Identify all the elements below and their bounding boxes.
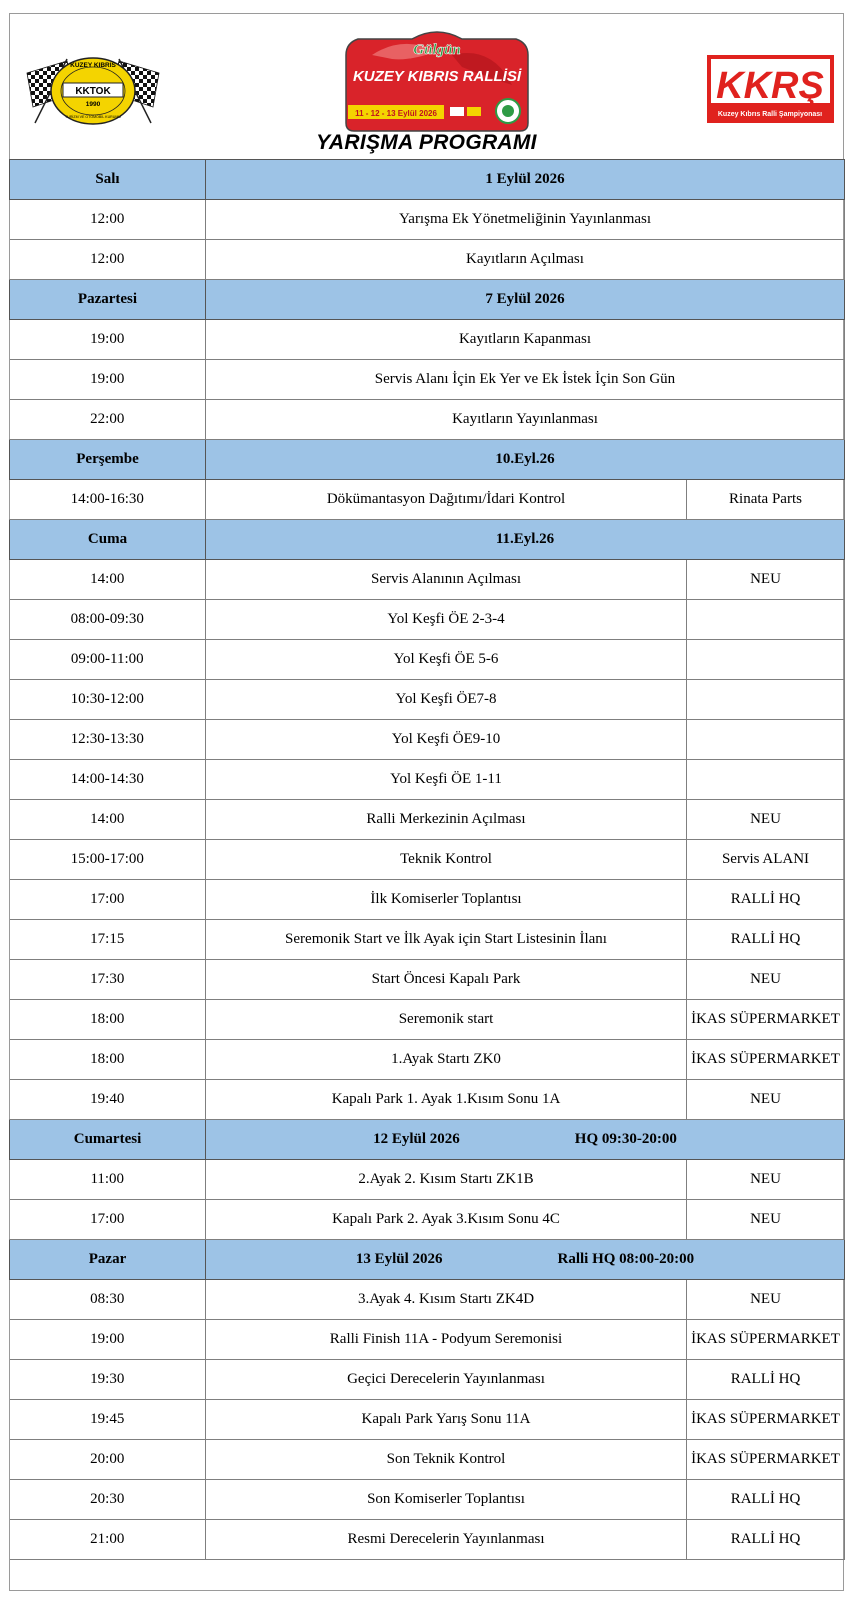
event-time: 21:00 <box>10 1520 206 1560</box>
program-table <box>9 159 845 1560</box>
event-time: 11:00 <box>10 1160 206 1200</box>
event-time: 08:00-09:30 <box>10 600 206 640</box>
day-name: Cumartesi <box>10 1120 206 1160</box>
schedule-row <box>10 1080 845 1120</box>
event-time: 19:30 <box>10 1360 206 1400</box>
event-time: 20:00 <box>10 1440 206 1480</box>
rally-name-text: KUZEY KIBRIS RALLİSİ <box>352 68 522 85</box>
event-name: Servis Alanının Açılması <box>206 560 687 600</box>
schedule-row <box>10 720 845 760</box>
day-date-text: 13 Eylül 2026 <box>355 1251 443 1267</box>
event-name: Dökümantasyon Dağıtımı/İdari Kontrol <box>206 480 687 520</box>
event-time: 19:40 <box>10 1080 206 1120</box>
event-time: 19:00 <box>10 1320 206 1360</box>
day-date: 1 Eylül 2026 <box>206 160 845 200</box>
event-time: 14:00-14:30 <box>10 760 206 800</box>
event-time: 15:00-17:00 <box>10 840 206 880</box>
day-date <box>206 1120 845 1160</box>
event-time: 10:30-12:00 <box>10 680 206 720</box>
schedule-row <box>10 840 845 880</box>
kkrs-sub-text: Kuzey Kıbrıs Ralli Şampiyonası <box>717 111 823 118</box>
event-name: 2.Ayak 2. Kısım Startı ZK1B <box>206 1160 687 1200</box>
kktok-bottom-text: TURİZM VE OTOMOBİL KURUMU <box>65 115 121 119</box>
schedule-row <box>10 1520 845 1560</box>
event-place: RALLİ HQ <box>687 880 845 920</box>
schedule-row <box>10 480 845 520</box>
event-time: 14:00-16:30 <box>10 480 206 520</box>
event-name: Yol Keşfi ÖE7-8 <box>206 680 687 720</box>
event-name: Kapalı Park Yarış Sonu 11A <box>206 1400 687 1440</box>
day-date: 7 Eylül 2026 <box>206 280 845 320</box>
event-place <box>687 680 845 720</box>
event-place: RALLİ HQ <box>687 920 845 960</box>
event-place: İKAS SÜPERMARKET <box>687 1440 845 1480</box>
schedule-row <box>10 1360 845 1400</box>
event-place: NEU <box>687 560 845 600</box>
schedule-row <box>10 240 845 280</box>
schedule-row <box>10 1280 845 1320</box>
event-time: 18:00 <box>10 1040 206 1080</box>
event-place: RALLİ HQ <box>687 1360 845 1400</box>
schedule-row <box>10 1160 845 1200</box>
schedule-row <box>10 960 845 1000</box>
event-place: RALLİ HQ <box>687 1480 845 1520</box>
day-date: 10.Eyl.26 <box>206 440 845 480</box>
program-table-body <box>10 160 845 1560</box>
event-place: Servis ALANI <box>687 840 845 880</box>
event-name: Resmi Derecelerin Yayınlanması <box>206 1520 687 1560</box>
event-name: Yol Keşfi ÖE 2-3-4 <box>206 600 687 640</box>
schedule-row <box>10 1320 845 1360</box>
event-name: Yol Keşfi ÖE 1-11 <box>206 760 687 800</box>
event-place: İKAS SÜPERMARKET <box>687 1320 845 1360</box>
event-place <box>687 760 845 800</box>
event-name: Servis Alanı İçin Ek Yer ve Ek İstek İçin Son Gün <box>206 360 845 400</box>
event-name: Seremonik start <box>206 1000 687 1040</box>
event-place: RALLİ HQ <box>687 1520 845 1560</box>
day-header-row <box>10 280 845 320</box>
page-title: YARIŞMA PROGRAMI <box>316 131 537 154</box>
day-hq-hours: HQ 09:30-20:00 <box>574 1131 677 1147</box>
kktok-logo <box>23 51 163 129</box>
kkrs-name-text: KKRŞ <box>716 65 824 107</box>
schedule-row <box>10 560 845 600</box>
schedule-row <box>10 760 845 800</box>
event-time: 19:00 <box>10 360 206 400</box>
event-place: Rinata Parts <box>687 480 845 520</box>
day-date-wrap <box>206 1251 844 1268</box>
header <box>9 13 844 158</box>
kktok-year-text: 1990 <box>85 101 101 108</box>
day-date: 11.Eyl.26 <box>206 520 845 560</box>
rally-brand-text: Gülgün <box>413 42 461 58</box>
event-time: 17:15 <box>10 920 206 960</box>
event-name: Kapalı Park 1. Ayak 1.Kısım Sonu 1A <box>206 1080 687 1120</box>
event-name: İlk Komiserler Toplantısı <box>206 880 687 920</box>
schedule-row <box>10 1000 845 1040</box>
day-date-wrap <box>206 1131 844 1148</box>
event-name: Yol Keşfi ÖE 5-6 <box>206 640 687 680</box>
event-time: 12:00 <box>10 200 206 240</box>
event-name: 1.Ayak Startı ZK0 <box>206 1040 687 1080</box>
event-name: Seremonik Start ve İlk Ayak için Start Listesinin İlanı <box>206 920 687 960</box>
event-time: 19:45 <box>10 1400 206 1440</box>
day-date-text: 12 Eylül 2026 <box>373 1131 460 1147</box>
day-header-row <box>10 1120 845 1160</box>
schedule-row <box>10 920 845 960</box>
event-time: 12:30-13:30 <box>10 720 206 760</box>
event-place <box>687 640 845 680</box>
event-time: 12:00 <box>10 240 206 280</box>
event-name: Kayıtların Kapanması <box>206 320 845 360</box>
schedule-row <box>10 800 845 840</box>
event-name: Ralli Finish 11A - Podyum Seremonisi <box>206 1320 687 1360</box>
event-place: NEU <box>687 1280 845 1320</box>
schedule-row <box>10 680 845 720</box>
schedule-row <box>10 1400 845 1440</box>
event-time: 19:00 <box>10 320 206 360</box>
schedule-row <box>10 200 845 240</box>
event-name: Start Öncesi Kapalı Park <box>206 960 687 1000</box>
event-name: Yarışma Ek Yönetmeliğinin Yayınlanması <box>206 200 845 240</box>
event-name: Geçici Derecelerin Yayınlanması <box>206 1360 687 1400</box>
event-name: Kayıtların Açılması <box>206 240 845 280</box>
event-place <box>687 720 845 760</box>
day-header-row <box>10 440 845 480</box>
rally-dates-text: 11 - 12 - 13 Eylül 2026 <box>355 109 437 118</box>
event-time: 08:30 <box>10 1280 206 1320</box>
event-time: 22:00 <box>10 400 206 440</box>
schedule-row <box>10 320 845 360</box>
event-place: NEU <box>687 1080 845 1120</box>
kkrs-logo <box>707 55 834 123</box>
event-name: Son Teknik Kontrol <box>206 1440 687 1480</box>
event-place: NEU <box>687 960 845 1000</box>
kktok-top-text: KUZEY KIBRIS <box>70 62 116 69</box>
event-name: Kayıtların Yayınlanması <box>206 400 845 440</box>
schedule-row <box>10 1440 845 1480</box>
schedule-row <box>10 1200 845 1240</box>
event-place <box>687 600 845 640</box>
schedule-row <box>10 1480 845 1520</box>
schedule-row <box>10 360 845 400</box>
event-name: Kapalı Park 2. Ayak 3.Kısım Sonu 4C <box>206 1200 687 1240</box>
event-name: Son Komiserler Toplantısı <box>206 1480 687 1520</box>
event-name: Ralli Merkezinin Açılması <box>206 800 687 840</box>
rally-logo <box>342 25 532 133</box>
schedule-row <box>10 400 845 440</box>
event-time: 20:30 <box>10 1480 206 1520</box>
schedule-row <box>10 600 845 640</box>
event-place: NEU <box>687 1200 845 1240</box>
day-name: Perşembe <box>10 440 206 480</box>
event-place: NEU <box>687 1160 845 1200</box>
event-name: Teknik Kontrol <box>206 840 687 880</box>
day-hq-hours: Ralli HQ 08:00-20:00 <box>557 1251 695 1267</box>
day-header-row <box>10 160 845 200</box>
event-place: İKAS SÜPERMARKET <box>687 1400 845 1440</box>
event-time: 14:00 <box>10 800 206 840</box>
kktok-name-text: KKTOK <box>75 86 111 97</box>
schedule-row <box>10 880 845 920</box>
day-name: Cuma <box>10 520 206 560</box>
day-name: Salı <box>10 160 206 200</box>
event-name: Yol Keşfi ÖE9-10 <box>206 720 687 760</box>
event-time: 17:30 <box>10 960 206 1000</box>
event-place: NEU <box>687 800 845 840</box>
day-date <box>206 1240 845 1280</box>
day-header-row <box>10 520 845 560</box>
day-name: Pazar <box>10 1240 206 1280</box>
day-name: Pazartesi <box>10 280 206 320</box>
event-place: İKAS SÜPERMARKET <box>687 1040 845 1080</box>
event-name: 3.Ayak 4. Kısım Startı ZK4D <box>206 1280 687 1320</box>
event-time: 17:00 <box>10 880 206 920</box>
schedule-row <box>10 1040 845 1080</box>
schedule-row <box>10 640 845 680</box>
event-time: 18:00 <box>10 1000 206 1040</box>
day-header-row <box>10 1240 845 1280</box>
event-time: 09:00-11:00 <box>10 640 206 680</box>
event-place: İKAS SÜPERMARKET <box>687 1000 845 1040</box>
event-time: 17:00 <box>10 1200 206 1240</box>
event-time: 14:00 <box>10 560 206 600</box>
